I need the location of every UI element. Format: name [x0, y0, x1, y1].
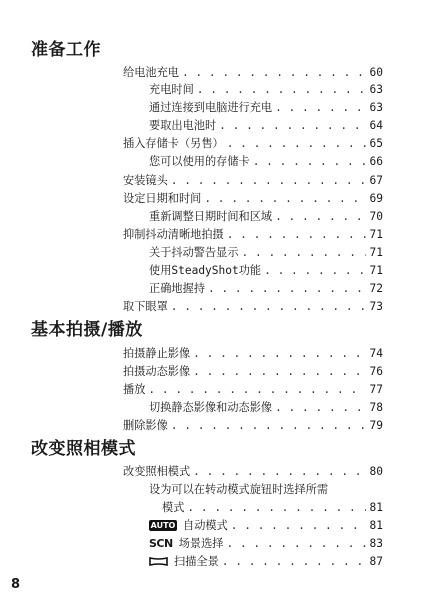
- toc-entry[interactable]: [123, 173, 383, 189]
- leader-dots: [193, 464, 366, 480]
- toc-entry-page: 76: [369, 365, 383, 378]
- toc-entry[interactable]: [149, 245, 383, 261]
- toc-entry[interactable]: [149, 400, 383, 416]
- leader-dots: [275, 400, 366, 416]
- page-number: 8: [11, 577, 21, 592]
- toc-entry[interactable]: [123, 191, 383, 207]
- toc-entry-label: 要取出电池时: [149, 119, 217, 132]
- leader-dots: [275, 100, 366, 116]
- toc-entry[interactable]: [149, 100, 383, 116]
- toc-entry[interactable]: [149, 209, 383, 225]
- leader-dots: [219, 118, 366, 134]
- scene-mode-icon: [149, 536, 173, 552]
- toc-entry-label: 充电时间: [149, 83, 194, 96]
- toc-entry-label: 重新调整日期时间和区域: [149, 210, 273, 223]
- toc-entry-label: 您可以使用的存储卡: [149, 155, 250, 168]
- toc-entry-label: 拍摄动态影像: [123, 365, 191, 378]
- toc-entry-label: 拍摄静止影像: [123, 347, 191, 360]
- toc-entry-label: 模式: [162, 501, 185, 514]
- toc-entry-label: 扫描全景: [174, 555, 219, 568]
- toc-entry[interactable]: [149, 263, 383, 279]
- toc-entry-label: 给电池充电: [123, 66, 179, 79]
- toc-entry-page: 63: [369, 83, 383, 96]
- leader-dots: [171, 418, 366, 434]
- toc-entry-label: 取下眼罩: [123, 300, 168, 313]
- toc-entry[interactable]: [149, 154, 383, 170]
- leader-dots: [227, 227, 366, 243]
- toc-entry[interactable]: [123, 65, 383, 81]
- scn-icon-text: SCN: [149, 537, 173, 550]
- toc-entry[interactable]: [123, 346, 383, 362]
- panorama-icon: [149, 554, 168, 570]
- leader-dots: [231, 518, 366, 534]
- leader-dots: [193, 364, 366, 380]
- toc-entry-page: 78: [369, 401, 383, 414]
- leader-dots: [222, 554, 366, 570]
- toc-entry-label: 删除影像: [123, 419, 168, 432]
- leader-dots: [197, 82, 366, 98]
- toc-entry-page: 66: [369, 155, 383, 168]
- toc-entry[interactable]: [162, 500, 383, 516]
- leader-dots: [187, 500, 366, 516]
- toc-entry-label: 正确地握持: [149, 282, 205, 295]
- leader-dots: [208, 281, 366, 297]
- toc-entry[interactable]: [123, 382, 383, 398]
- leader-dots: [253, 154, 366, 170]
- toc-entry-page: 77: [369, 383, 383, 396]
- auto-icon-text: AUTO: [150, 520, 176, 530]
- toc-entry-page: 81: [369, 501, 383, 514]
- toc-entry-page: 63: [369, 101, 383, 114]
- toc-entry-label: 自动模式: [183, 519, 228, 532]
- toc-entry-page: 79: [369, 419, 383, 432]
- leader-dots: [264, 263, 366, 279]
- toc-entry-label: 切换静态影像和动态影像: [149, 401, 273, 414]
- toc-entry[interactable]: [149, 554, 383, 570]
- toc-entry-label: 抑制抖动清晰地拍摄: [123, 228, 224, 241]
- toc-entry-page: 71: [369, 264, 383, 277]
- toc-entry-label: 改变照相模式: [123, 465, 191, 478]
- toc-entry-page: 80: [369, 465, 383, 478]
- leader-dots: [227, 136, 366, 152]
- toc-entry-page: 72: [369, 282, 383, 295]
- toc-entry-label-line1: 设为可以在转动模式旋钮时选择所需: [149, 483, 329, 496]
- toc-entry-page: 71: [369, 228, 383, 241]
- leader-dots: [193, 346, 366, 362]
- toc-entry-page: 71: [369, 246, 383, 259]
- leader-dots: [171, 173, 366, 189]
- auto-mode-icon: [149, 518, 177, 534]
- toc-entry-label: 设定日期和时间: [123, 192, 202, 205]
- toc-entry-label: 使用SteadyShot功能: [149, 264, 262, 277]
- toc-entry[interactable]: [149, 118, 383, 134]
- toc-entry-label: 关于抖动警告显示: [149, 246, 239, 259]
- toc-entry[interactable]: [123, 136, 383, 152]
- section-title-preparation: 准备工作: [31, 40, 101, 60]
- toc-entry-page: 83: [369, 537, 383, 550]
- toc-entry-page: 60: [369, 66, 383, 79]
- toc-entry-page: 74: [369, 347, 383, 360]
- toc-entry-page: 73: [369, 300, 383, 313]
- leader-dots: [204, 191, 366, 207]
- leader-dots: [275, 209, 366, 225]
- toc-entry-label: 插入存储卡（另售）: [123, 137, 224, 150]
- section-title-basic-shooting: 基本拍摄/播放: [31, 320, 143, 340]
- toc-entry-label: 通过连接到电脑进行充电: [149, 101, 273, 114]
- leader-dots: [148, 382, 366, 398]
- toc-entry-page: 67: [369, 174, 383, 187]
- toc-entry[interactable]: [123, 227, 383, 243]
- toc-entry[interactable]: [123, 418, 383, 434]
- toc-entry-page: 70: [369, 210, 383, 223]
- toc-entry[interactable]: [123, 364, 383, 380]
- toc-entry[interactable]: [149, 82, 383, 98]
- toc-entry-label: 安装镜头: [123, 174, 168, 187]
- toc-entry-label: 播放: [123, 383, 146, 396]
- toc-entry[interactable]: [149, 281, 383, 297]
- toc-entry-label: 场景选择: [178, 537, 224, 550]
- leader-dots: [242, 245, 366, 261]
- leader-dots: [226, 536, 366, 552]
- toc-entry-page: 81: [369, 519, 383, 532]
- toc-entry[interactable]: [123, 299, 383, 315]
- toc-entry-page: 65: [369, 137, 383, 150]
- toc-entry-page: 64: [369, 119, 383, 132]
- toc-entry-page: 69: [369, 192, 383, 205]
- toc-entry-page: 87: [369, 555, 383, 568]
- toc-entry[interactable]: [123, 464, 383, 480]
- toc-entry[interactable]: [149, 518, 383, 534]
- leader-dots: [171, 299, 366, 315]
- section-title-change-shooting-mode: 改变照相模式: [31, 439, 136, 459]
- toc-entry[interactable]: [149, 536, 383, 552]
- leader-dots: [182, 65, 366, 81]
